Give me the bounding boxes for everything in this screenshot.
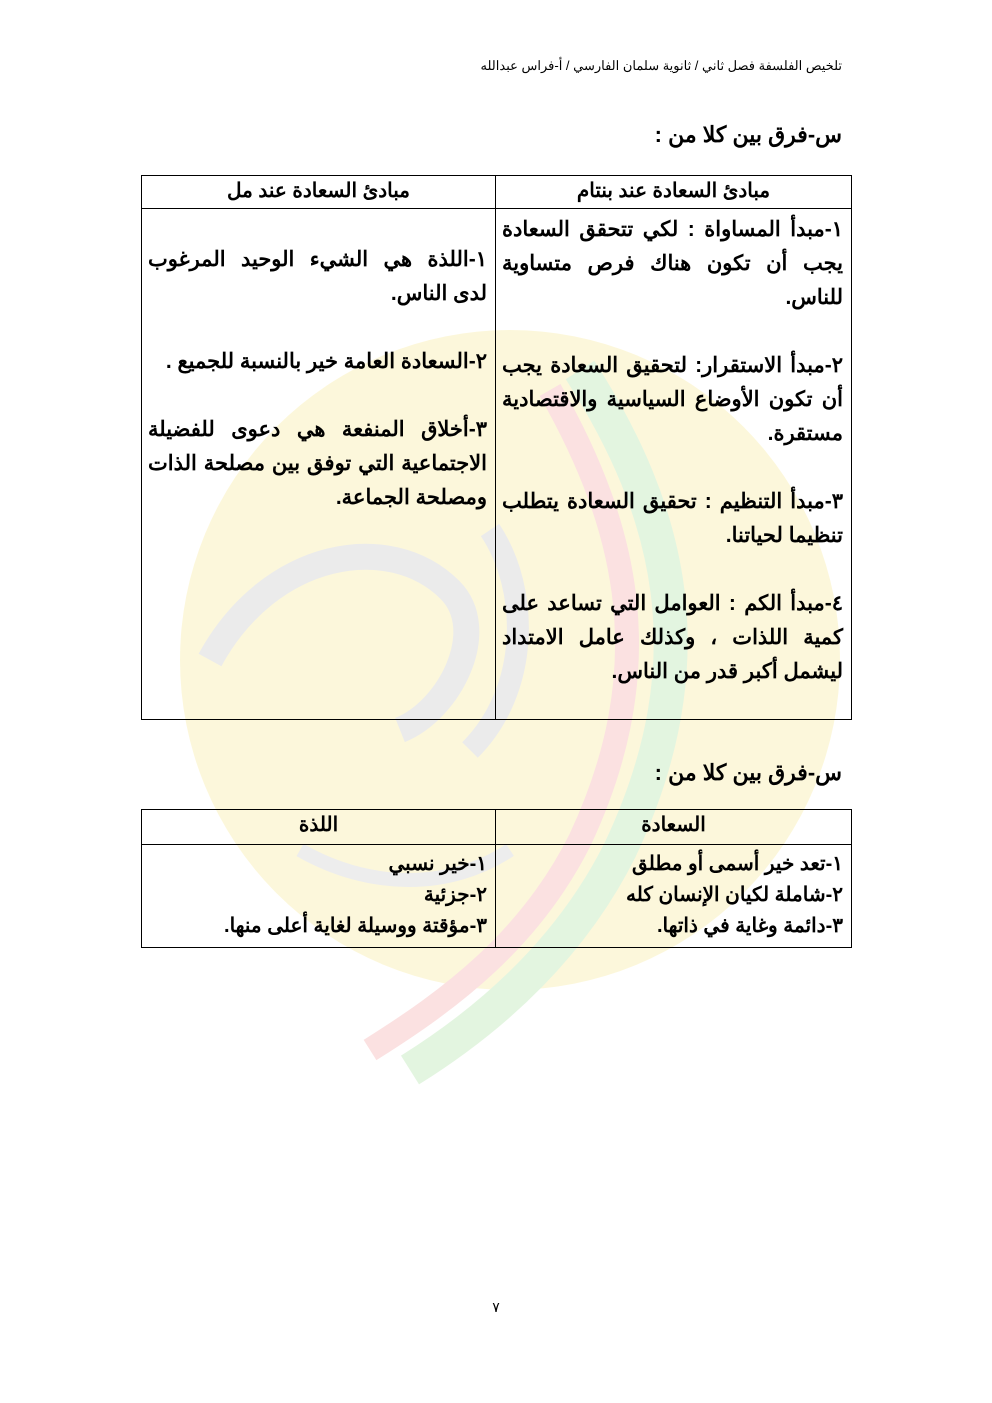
list-item: ٣-مؤقتة ووسيلة لغاية أعلى منها.	[224, 915, 487, 937]
bentham-principles-cell	[496, 209, 852, 720]
table-row	[142, 209, 852, 720]
list-item: ١-تعد خير أسمى أو مطلق	[632, 853, 843, 875]
table-header-row	[142, 810, 852, 845]
mill-principles-cell	[142, 209, 496, 720]
list-item: ٢-جزئية	[423, 884, 487, 906]
col-header-pleasure: اللذة	[142, 810, 496, 845]
comparison-table-2	[141, 809, 852, 948]
question-title-1: س-فرق بين كلا من :	[654, 122, 842, 147]
col-header-happiness: السعادة	[496, 810, 852, 845]
col-header-mill: مبادئ السعادة عند مل	[142, 176, 496, 209]
question-title-2: س-فرق بين كلا من :	[654, 760, 842, 785]
list-item: ١-اللذة هي الشيء الوحيد المرغوب لدى الناس.	[148, 248, 487, 305]
table-header-row	[142, 176, 852, 209]
col-header-bentham: مبادئ السعادة عند بنتام	[496, 176, 852, 209]
table-row	[142, 845, 852, 948]
list-item: ٣-أخلاق المنفعة هي دعوى للفضيلة الاجتماعية التي توفق بين مصلحة الذات ومصلحة الجماعة.	[148, 418, 487, 509]
comparison-table-1	[141, 175, 852, 720]
list-item: ١-مبدأ المساواة : لكي تتحقق السعادة يجب أن تكون هناك فرص متساوية للناس.	[502, 218, 843, 309]
list-item: ٤-مبدأ الكم : العوامل التي تساعد على كمية اللذات ، وكذلك عامل الامتداد ليشمل أكبر قدر من الناس.	[502, 592, 843, 683]
page-header: تلخيص الفلسفة فصل ثاني / ثانوية سلمان الفارسي / أ-فراس عبدالله	[480, 58, 842, 73]
happiness-cell	[496, 845, 852, 948]
list-item: ١-خير نسبي	[388, 853, 487, 875]
list-item: ٢-مبدأ الاستقرار: لتحقيق السعادة يجب أن تكون الأوضاع السياسية والاقتصادية مستقرة.	[502, 354, 843, 445]
page-number: ٧	[492, 1300, 500, 1316]
list-item: ٢-شاملة لكيان الإنسان كله	[626, 884, 843, 906]
list-item: ٣-دائمة وغاية في ذاتها.	[656, 915, 843, 937]
list-item: ٣-مبدأ التنظيم : تحقيق السعادة يتطلب تنظيما لحياتنا.	[502, 490, 843, 547]
list-item: ٢-السعادة العامة خير بالنسبة للجميع .	[165, 350, 487, 373]
pleasure-cell	[142, 845, 496, 948]
